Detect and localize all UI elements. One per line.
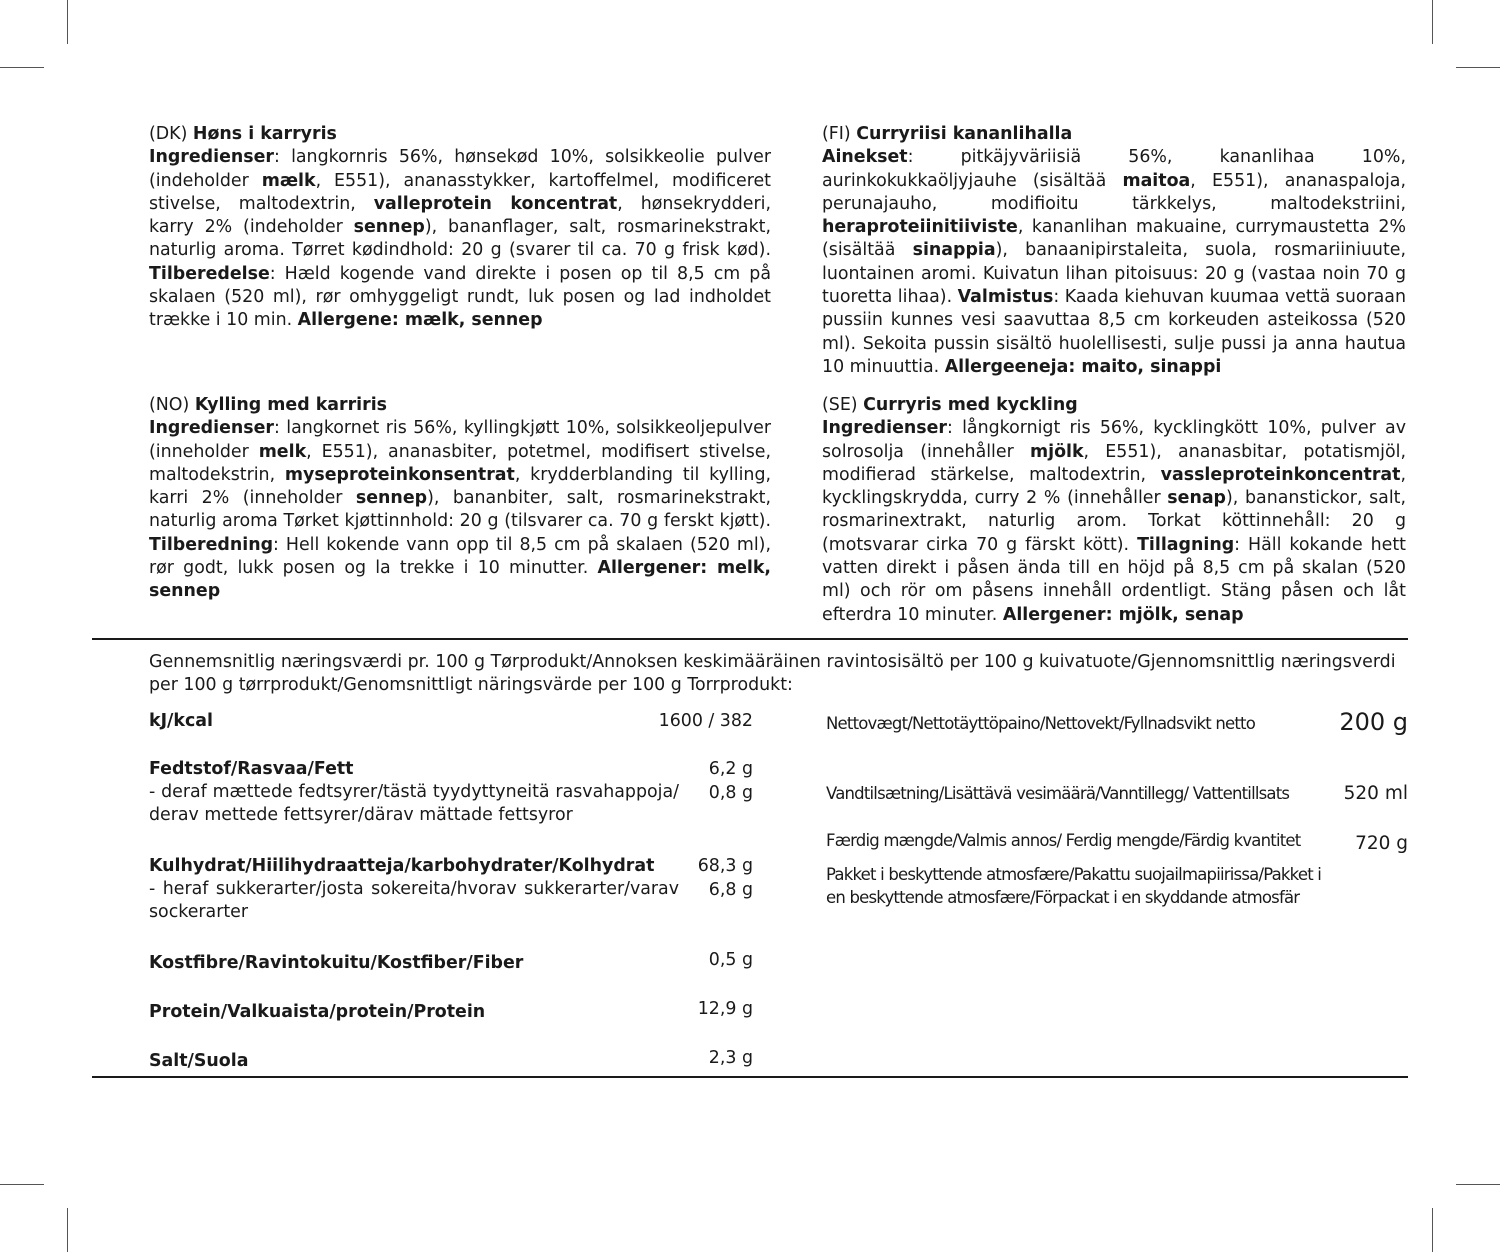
info-row-net-weight xyxy=(826,708,1408,736)
info-row-ready xyxy=(826,829,1408,852)
recipe-text-se: Ingredienser: långkornigt ris 56%, kycklingkött 10%, pulver av solrosolja (innehåller mjölk, E551), ananasbitar, potatismjöl, modifierad stärkelse, maltodextrin, vassleproteinkoncentrat, kycklingskrydda, curry 2 % (innehåller senap), bananstickor, salt, rosmarinextrakt, naturlig arom. Torkat köttinnehåll: 20 g (motsvarar cirka 70 g färskt kött). Tillagning: Häll kokande hett vatten direkt i påsen ända till en höjd på 8,5 cm på skalan (520 ml) och rör om påsens innehåll ordentligt. Stäng påsen och låt efterdra 10 minuter. Allergener: mjölk, senap xyxy=(822,418,1406,625)
divider-bottom xyxy=(92,1076,1408,1078)
nutrition-label-saturated: - deraf mættede fedtsyrer/tästä tyydyttyneitä rasvahappoja/ derav mettede fettsyrer/därav mättade fettsyror xyxy=(149,782,679,825)
info-label-net-weight: Nettovægt/Nettotäyttöpaino/Nettovekt/Fyllnadsvikt netto xyxy=(826,714,1256,733)
divider-top xyxy=(92,638,1408,640)
crop-mark-bottom-left-h xyxy=(0,1184,44,1185)
nutrition-row-salt xyxy=(149,1050,753,1073)
crop-mark-top-right-h xyxy=(1456,67,1500,68)
nutrition-row-fat xyxy=(149,758,753,827)
nutrition-label-carb: Kulhydrat/Hiilihydraatteja/karbohydrater/Kolhydrat xyxy=(149,856,655,876)
info-value-water: 520 ml xyxy=(1343,783,1408,804)
nutrition-value-fibre: 0,5 g xyxy=(708,950,753,970)
info-label-water: Vandtilsætning/Lisättävä vesimäärä/Vanntillegg/ Vattentillsats xyxy=(826,784,1290,803)
info-packaged xyxy=(826,863,1336,909)
crop-mark-top-right-v xyxy=(1432,0,1433,44)
nutrition-value-salt: 2,3 g xyxy=(708,1048,753,1068)
nutrition-label-sugar: - heraf sukkerarter/josta sokereita/hvorav sukkerarter/varav sockerarter xyxy=(149,879,679,922)
recipe-text-fi: Ainekset: pitkäjyväriisiä 56%, kananlihaa 10%, aurinkokukkaöljyjauhe (sisältää maitoa, E551), ananaspaloja, perunajauho, modifioitu tärkkelys, maltodekstriini, heraproteiinitiiviste, kananlihan makuaine, currymaustetta 2% (sisältää sinappia), banaanipirstaleita, suola, rosmariiniuute, luontainen aromi. Kuivatun lihan pitoisuus: 20 g (vastaa noin 70 g tuoretta lihaa). Valmistus: Kaada kiehuvan kuumaa vettä suoraan pussiin kunnes vesi saavuttaa 8,5 cm korkeuden asteikossa (520 ml). Sekoita pussin sisältö huolellisesti, sulje pussi ja anna hautua 10 minuuttia. Allergeeneja: maito, sinappi xyxy=(822,147,1406,377)
info-row-water xyxy=(826,782,1408,805)
nutrition-row-protein xyxy=(149,1001,753,1024)
crop-mark-bottom-right-h xyxy=(1456,1184,1500,1185)
info-value-ready: 720 g xyxy=(1355,833,1408,854)
recipe-title-fi: (FI) Curryriisi kananlihalla xyxy=(822,124,1073,144)
nutrition-label-energy: kJ/kcal xyxy=(149,711,213,731)
info-label-ready: Færdig mængde/Valmis annos/ Ferdig mengde/Färdig kvantitet xyxy=(826,831,1301,850)
nutrition-label-protein: Protein/Valkuaista/protein/Protein xyxy=(149,1002,486,1022)
recipe-block-dk xyxy=(149,123,771,333)
recipe-block-se xyxy=(822,394,1406,627)
nutrition-row-energy xyxy=(149,710,753,733)
nutrition-value-protein: 12,9 g xyxy=(697,999,753,1019)
recipe-text-no: Ingredienser: langkornet ris 56%, kyllingkjøtt 10%, solsikkeoljepulver (inneholder melk, E551), ananasbiter, potetmel, modifisert stivelse, maltodekstrin, myseproteinkonsentrat, krydderblanding til kylling, karri 2% (inneholder sennep), bananbiter, salt, rosmarinekstrakt, naturlig aroma Tørket kjøttinnhold: 20 g (tilsvarer ca. 70 g ferskt kjøtt). Tilberedning: Hell kokende vann opp til 8,5 cm på skalaen (520 ml), rør godt, lukk posen og la trekke i 10 minutter. Allergener: melk, sennep xyxy=(149,418,772,602)
recipe-title-dk: (DK) Høns i karryris xyxy=(149,124,337,144)
nutrition-value-energy: 1600 / 382 xyxy=(658,711,753,731)
nutrition-label-salt: Salt/Suola xyxy=(149,1051,249,1071)
recipe-title-no: (NO) Kylling med karriris xyxy=(149,395,388,415)
info-text-packaged: Pakket i beskyttende atmosfære/Pakattu suojailmapiirissa/Pakket i en beskyttende atmosfære/Förpackat i en skyddande atmosfär xyxy=(826,865,1322,907)
nutrition-value-fat: 6,2 g xyxy=(708,759,753,779)
info-value-net-weight: 200 g xyxy=(1339,708,1408,736)
nutrition-value-carb: 68,3 g xyxy=(697,856,753,876)
nutrition-row-carb xyxy=(149,855,753,924)
crop-mark-top-left-h xyxy=(0,67,44,68)
nutrition-value-sugar: 6,8 g xyxy=(708,880,753,900)
recipe-block-fi xyxy=(822,123,1406,379)
nutrition-row-fibre xyxy=(149,952,753,975)
crop-mark-bottom-left-v xyxy=(67,1208,68,1252)
crop-mark-bottom-right-v xyxy=(1432,1208,1433,1252)
recipe-text-dk: Ingredienser: langkornris 56%, hønsekød 10%, solsikkeolie pulver (indeholder mælk, E551), ananasstykker, kartoffelmel, modificeret stivelse, maltodextrin, valleprotein koncentrat, hønsekrydderi, karry 2% (indeholder sennep), bananflager, salt, rosmarinekstrakt, naturlig aroma. Tørret kødindhold: 20 g (svarer til ca. 70 g frisk kød). Tilberedelse: Hæld kogende vand direkte i posen op til 8,5 cm på skalaen (520 ml), rør omhyggeligt rundt, luk posen og lad indholdet trække i 10 min. Allergene: mælk, sennep xyxy=(149,147,771,331)
nutrition-label-fibre: Kostfibre/Ravintokuitu/Kostfiber/Fiber xyxy=(149,953,524,973)
crop-mark-top-left-v xyxy=(67,0,68,44)
recipe-title-se: (SE) Curryris med kyckling xyxy=(822,395,1078,415)
nutrition-value-saturated: 0,8 g xyxy=(708,783,753,803)
recipe-block-no xyxy=(149,394,771,604)
nutrition-intro: Gennemsnitlig næringsværdi pr. 100 g Tørprodukt/Annoksen keskimääräinen ravintosisältö per 100 g kuivatuote/Gjennomsnittlig næringsverdi per 100 g tørrprodukt/Genomsnittligt näringsvärde per 100 g Torrprodukt: xyxy=(149,652,1396,696)
nutrition-label-fat: Fedtstof/Rasvaa/Fett xyxy=(149,759,354,779)
